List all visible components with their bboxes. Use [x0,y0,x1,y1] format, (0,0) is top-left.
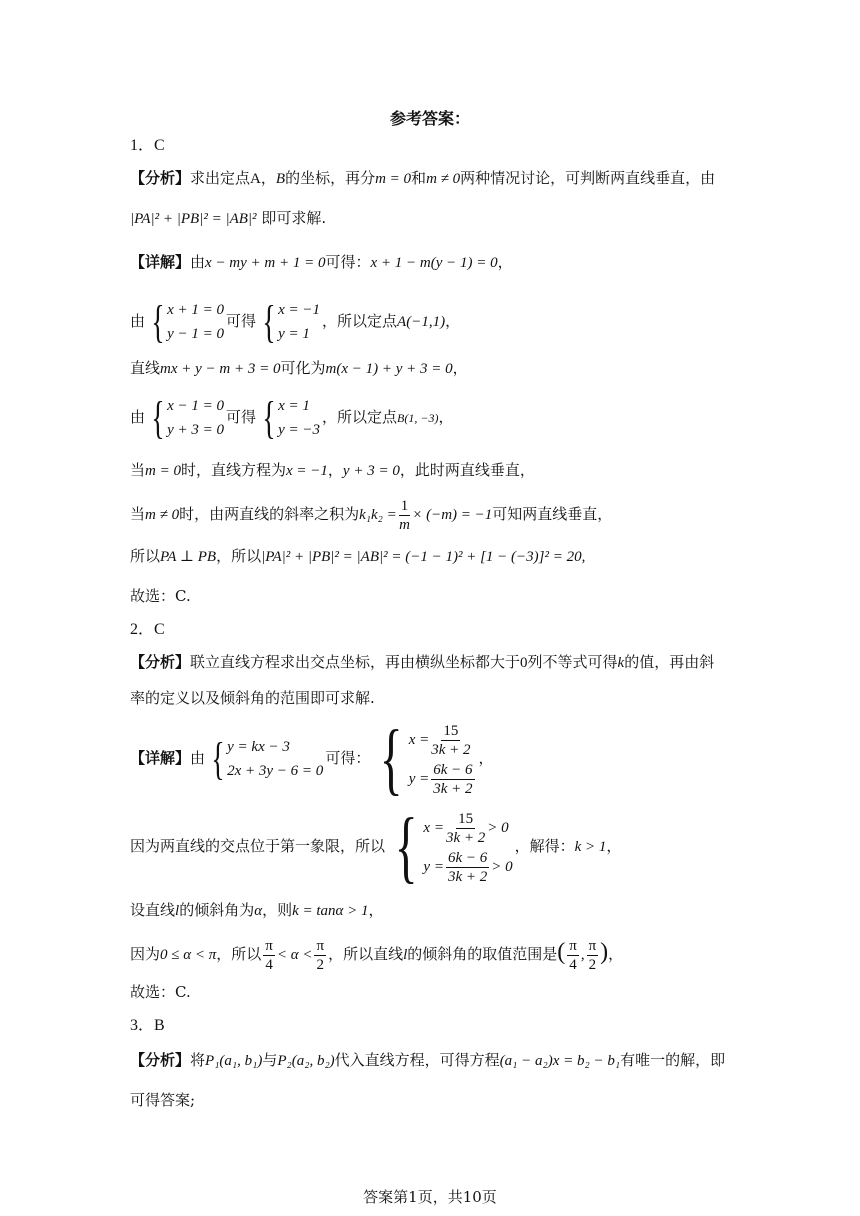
q1-detail-line-3 [130,358,468,379]
text: ，此时两直线垂直， [399,461,535,479]
math: PA ⊥ PB [160,549,217,565]
math: A [250,171,261,187]
math: x = [423,820,444,836]
q2-detail-line-4 [130,932,623,975]
brace-glyph: { [211,733,225,784]
solution-system [372,715,476,803]
text: 有唯一的解，即 [620,1051,726,1069]
q2-detail-tag: 【详解】 [130,749,191,767]
page-title: 参考答案： [389,109,470,128]
math: x = −1 [278,302,321,318]
q3-analysis-line-2: 可得答案; [130,1091,196,1109]
math: k > 1 [574,839,607,855]
text: ， [260,169,276,187]
math: y + 3 = 0 [342,463,400,479]
math: x + 1 = 0 [167,302,225,318]
denominator: m [399,516,410,533]
denominator: 3k + 2 [431,741,471,758]
equation-system [207,735,323,783]
text: 可知两直线垂直， [492,505,613,523]
math: m = 0 [375,171,412,187]
math: (a₁ − a₂)x = b₂ − b₁ [499,1053,621,1069]
text: 列不等式可得 [527,653,618,671]
text: 可得 [226,408,257,426]
text: ，所以定点 [322,408,398,426]
math: 0 ≤ α < π [160,947,217,963]
fraction [263,937,275,974]
text: 当 [130,505,146,523]
text: 因为两直线的交点位于第一象限，所以 [130,837,386,855]
q2-analysis-line-1 [130,652,714,673]
q2-detail-line-1 [130,715,494,803]
math: x − my + m + 1 = 0 [205,255,326,271]
q1-detail-line-2 [130,298,460,346]
brace-glyph: { [151,392,165,443]
math: |PA|² + |PB|² = |AB|² [130,211,257,227]
math: y = [423,859,444,875]
text: ， [327,461,343,479]
text: ， [497,253,513,271]
equation-system [258,394,320,442]
q2-conclusion: 故选：C. [130,983,191,1001]
numerator: π [569,937,577,954]
math: A(−1,1) [397,314,446,330]
q1-detail-line-7 [130,546,585,567]
q1-detail-tag: 【详解】 [130,253,191,271]
text: 因为 [130,945,161,963]
math: m = 0 [145,463,181,479]
interval-close: ) [600,939,609,965]
math: l [175,903,180,919]
text: 即可求解. [261,209,327,227]
equation-system [147,298,224,346]
fraction [567,937,579,974]
text: 的坐标，再分 [285,169,376,187]
numerator: 1 [400,497,409,514]
page-footer: 答案第1页，共10页 [363,1188,497,1206]
math: < α < [276,947,313,963]
math: P₂(a₂, b₂) [277,1053,335,1069]
math: y = −3 [278,422,321,438]
text: 时，由两直线的斜率之积为 [179,505,360,523]
numerator: π [265,937,273,954]
math: m(x − 1) + y + 3 = 0 [325,361,453,377]
brace-glyph: { [262,392,276,443]
text: ， [445,312,461,330]
fraction [431,722,470,759]
text: ， [608,945,624,963]
math: 0 [520,655,528,671]
text: 当 [130,461,146,479]
text: 所以 [130,547,161,565]
math: k [617,655,625,671]
text: 直线 [130,359,161,377]
text: 代入直线方程，可得方程 [334,1051,500,1069]
equation-system [147,394,224,442]
text: ，所以定点 [322,312,398,330]
math: x − 1 = 0 [167,398,225,414]
text: 的倾斜角的取值范围是 [407,945,558,963]
text: 由 [190,253,206,271]
math: > 0 [487,820,509,836]
denominator: 4 [569,956,577,973]
math: B(1, −3) [397,411,439,425]
math: x = [408,732,430,748]
text: 可得： [325,253,371,271]
text: ，所以 [216,945,262,963]
text: ， [452,359,468,377]
text: ，则 [262,901,293,919]
math: B [275,171,286,187]
text: 由 [190,749,206,767]
fraction [431,761,474,798]
math: y − 1 = 0 [167,326,225,342]
numerator: 6k − 6 [433,761,473,778]
math: y = kx − 3 [227,739,290,755]
equation-system [258,298,320,346]
text: ，所以 [216,547,262,565]
fraction [587,937,599,974]
text: 联立直线方程求出交点坐标，再由横纵坐标都大于 [190,653,521,671]
q3-analysis-tag: 【分析】 [130,1051,191,1069]
text: 时，直线方程为 [180,461,286,479]
q1-detail-line-1 [130,252,513,273]
math: m ≠ 0 [145,507,180,523]
q2-analysis-tag: 【分析】 [130,653,191,671]
q1-detail-line-4 [130,394,453,442]
fraction [446,849,489,886]
math: k₁k₂ = [359,507,397,523]
text: ， [368,901,384,919]
denominator: 3k + 2 [447,868,488,885]
math: > 0 [491,859,513,875]
text: 的值，再由斜 [624,653,715,671]
text: 的倾斜角为 [179,901,255,919]
brace-glyph: { [394,803,418,891]
q3-number: 3．B [130,1017,165,1034]
q1-detail-line-5 [130,460,535,481]
denominator: 2 [316,956,325,973]
math: y = 1 [278,326,310,342]
brace-glyph: { [380,715,404,803]
q1-detail-line-6 [130,494,612,535]
denominator: 3k + 2 [433,780,473,797]
numerator: 15 [443,722,459,739]
q1-analysis-line-1 [130,168,715,189]
math: k = tanα > 1 [292,903,369,919]
q2-analysis-line-2: 率的定义以及倾斜角的范围即可求解. [130,689,375,707]
math: m ≠ 0 [426,171,461,187]
math: y + 3 = 0 [167,422,225,438]
math: , [580,947,585,963]
brace-glyph: { [262,296,276,347]
q2-detail-line-2 [130,803,622,891]
q1-number: 1．C [130,137,165,154]
q2-detail-line-3 [130,900,384,921]
fraction [314,937,326,974]
q1-analysis-tag: 【分析】 [130,169,191,187]
text: ， [438,408,454,426]
inequality-system [387,803,513,891]
denominator: 3k + 2 [445,829,486,846]
brace-glyph: { [151,296,165,347]
q1-analysis-line-2 [130,208,326,229]
text: 将 [190,1051,206,1069]
math: x + 1 − m(y − 1) = 0 [370,255,498,271]
fraction [446,810,485,847]
fraction [399,497,411,534]
math: y = [408,771,430,787]
q1-conclusion: 故选：C. [130,587,191,605]
denominator: 4 [265,956,273,973]
math: x = −1 [286,463,328,479]
text: 可得： [325,749,371,767]
text: 由 [130,408,146,426]
interval-open: ( [557,939,566,965]
text: 可化为 [280,359,326,377]
math: |PA|² + |PB|² = |AB|² = (−1 − 1)² + [1 − (−3)]² = 20, [261,549,586,565]
math: P₁(a₁, b₁) [205,1053,263,1069]
text: 设直线 [130,901,176,919]
text: 可得 [226,312,257,330]
text: ，所以直线 [328,945,404,963]
math: × (−m) = −1 [412,507,493,523]
q3-analysis-line-1 [130,1050,725,1071]
text: 由 [130,312,146,330]
q2-number: 2．C [130,621,165,638]
text: ， [606,837,622,855]
math: x = 1 [278,398,310,414]
numerator: 6k − 6 [447,849,488,866]
numerator: 15 [458,810,474,827]
math: α [254,903,263,919]
math: 2x + 3y − 6 = 0 [227,763,324,779]
denominator: 2 [588,956,597,973]
text: 两种情况讨论，可判断两直线垂直，由 [460,169,716,187]
numerator: π [316,937,325,954]
math: l [403,947,408,963]
text: ， [478,749,494,767]
text: 与 [262,1051,278,1069]
text: 和 [411,169,427,187]
text: 求出定点 [190,169,251,187]
math: mx + y − m + 3 = 0 [160,361,281,377]
numerator: π [588,937,597,954]
text: ，解得： [514,837,575,855]
